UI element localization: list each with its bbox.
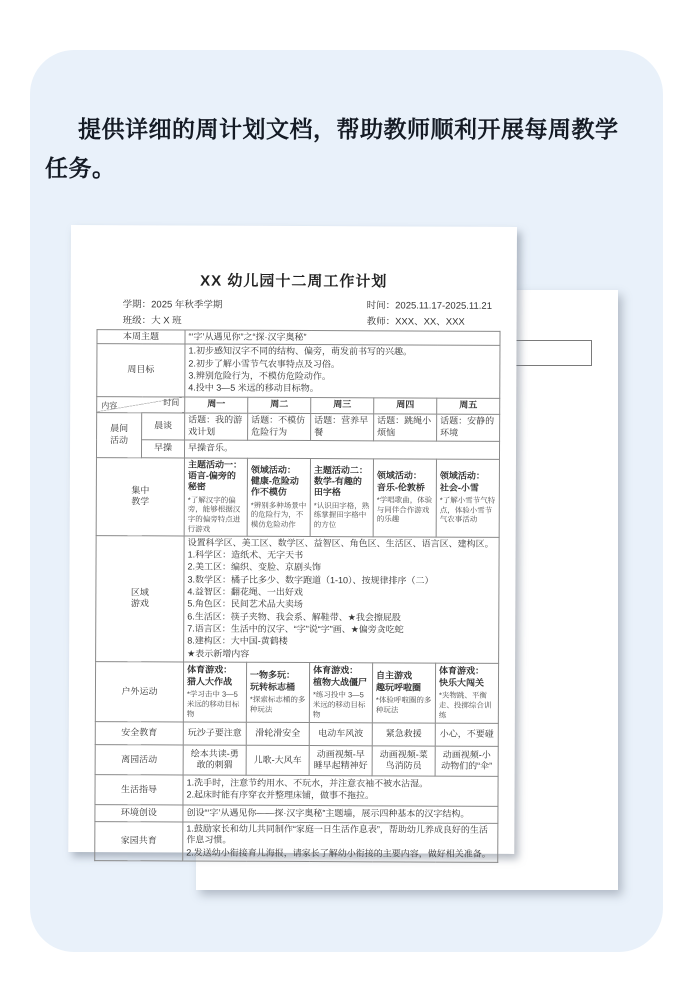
row-teaching bbox=[96, 457, 499, 537]
safety-label: 安全教育 bbox=[95, 722, 183, 745]
activity-title: 主题活动一： bbox=[187, 459, 243, 470]
family-content bbox=[183, 822, 498, 862]
talk-topic-wed: 话题：营养早餐 bbox=[311, 413, 374, 440]
row-day-header bbox=[97, 396, 500, 414]
activity-title: 体育游戏： bbox=[313, 665, 359, 676]
activity-note: *了解汉字的偏旁，能够根据汉字的偏旁特点进行游戏 bbox=[187, 495, 241, 534]
row-family bbox=[95, 822, 498, 863]
safety-mon: 玩沙子要注意 bbox=[183, 722, 246, 745]
activity-title: 自主游戏 bbox=[376, 670, 413, 681]
day-header-tue: 周二 bbox=[248, 397, 311, 413]
leaving-thu: 动画视频-菜鸟消防员 bbox=[372, 746, 435, 776]
leaving-wed: 动画视频-早睡早起精神好 bbox=[309, 745, 372, 775]
activity-title: 猎人大作战 bbox=[187, 676, 233, 687]
activity-title: 玩转标志桶 bbox=[249, 681, 296, 692]
activity-title: 领域活动： bbox=[250, 464, 296, 475]
regional-line: 6.生活区：筷子夹物、我会系、解鞋带、★我会擦屁股 bbox=[187, 611, 401, 623]
weekly-plan-table bbox=[94, 329, 500, 863]
family-label: 家园共育 bbox=[95, 822, 183, 861]
row-safety bbox=[95, 722, 498, 747]
meta-time: 时间：2025.11.17-2025.11.21 bbox=[366, 300, 493, 312]
row-regional bbox=[96, 535, 500, 663]
outdoor-wed bbox=[309, 662, 372, 722]
outdoor-tue bbox=[246, 662, 309, 722]
day-header-fri: 周五 bbox=[437, 398, 500, 414]
activity-title: 体育游戏： bbox=[187, 664, 233, 676]
activity-title: 社会-小雪 bbox=[439, 482, 479, 493]
activity-note: *学唱歌曲，体验与同伴合作游戏的乐趣 bbox=[376, 495, 433, 524]
doc-title: XX 幼儿园十二周工作计划 bbox=[200, 272, 388, 291]
regional-label: 区域 游戏 bbox=[96, 535, 185, 662]
intro-text: 提供详细的周计划文档，帮助教师顺利开展每周教学任务。 bbox=[45, 116, 619, 181]
activity-note: *探索标志桶的多种玩法 bbox=[249, 694, 306, 714]
row-morning-exercise bbox=[96, 439, 499, 459]
safety-wed: 电动车风波 bbox=[309, 722, 372, 745]
exercise-label: 早操 bbox=[141, 439, 184, 457]
activity-title: 领域活动： bbox=[439, 470, 485, 481]
day-header-thu: 周四 bbox=[374, 397, 437, 413]
day-header-mon: 周一 bbox=[185, 397, 248, 413]
row-morning-talk bbox=[97, 412, 500, 441]
goal-line: 1.初步感知汉字不同的结构、偏旁，萌发前书写的兴趣。 bbox=[188, 345, 413, 357]
row-goals bbox=[97, 344, 500, 398]
regional-line: 8.建构区：大中国-黄鹤楼 bbox=[187, 635, 288, 647]
regional-line: 设置科学区、美工区、数学区、益智区、角色区、生活区、语言区、建构区。 bbox=[187, 537, 494, 549]
safety-thu: 紧急救援 bbox=[372, 723, 435, 746]
regional-line: 5.角色区：民间艺术品大卖场 bbox=[187, 598, 303, 610]
goal-line: 2.初步了解小雪节气农事特点及习俗。 bbox=[188, 358, 340, 369]
activity-title: 健康-危险动作不模仿 bbox=[250, 475, 299, 498]
leaving-fri: 动画视频-小动物们的“伞” bbox=[435, 746, 498, 776]
goal-line: 4.投中 3—5 米远的移动目标物。 bbox=[188, 382, 319, 394]
life-content bbox=[183, 775, 498, 806]
regional-line: 1.科学区：造纸术、无字天书 bbox=[187, 549, 304, 560]
activity-note: *了解小雪节气特点，体验小雪节气农事活动 bbox=[439, 495, 496, 525]
meta-semester: 学期：2025 年秋季学期 bbox=[122, 299, 223, 311]
talk-label: 晨谈 bbox=[142, 412, 185, 439]
meta-class: 班级：大 X 班 bbox=[122, 315, 182, 327]
regional-line: 3.数学区：橘子比多少、数字跑道（1-10）、按规律排序（二） bbox=[187, 574, 434, 586]
talk-topic-fri: 话题：安静的环境 bbox=[437, 414, 500, 441]
activity-title: 主题活动二： bbox=[313, 464, 368, 475]
regional-line: 7.语言区：生活中的汉字、“字”说“字”画、★偏旁贪吃蛇 bbox=[187, 623, 404, 635]
activity-title: 音乐-伦敦桥 bbox=[376, 481, 425, 493]
corner-content-label: 内容 bbox=[101, 400, 118, 410]
regional-line: 2.美工区：编织、变脸、京剧头饰 bbox=[187, 561, 322, 573]
outdoor-label: 户外运动 bbox=[95, 662, 183, 722]
teaching-thu bbox=[373, 458, 436, 536]
activity-note: *练习投中 3—5 米远的移动目标物 bbox=[312, 690, 366, 719]
family-line: 2.发送幼小衔接育儿海报，请家长了解幼小衔接的主要内容，做好相关准备。 bbox=[186, 847, 491, 859]
activity-title: 体育游戏： bbox=[439, 666, 485, 677]
safety-fri: 小心，不要碰 bbox=[435, 723, 498, 746]
activity-title: 语言-偏旁的秘密 bbox=[187, 470, 236, 492]
exercise-text: 早操音乐。 bbox=[185, 440, 500, 459]
regional-content bbox=[184, 536, 500, 664]
safety-tue: 滑轮滑安全 bbox=[246, 722, 309, 745]
talk-topic-thu: 话题：跳绳小烦恼 bbox=[374, 413, 437, 440]
teaching-label: 集中 教学 bbox=[96, 457, 184, 535]
activity-note: *认识田字格，熟练掌握田字格中的方位 bbox=[313, 500, 370, 530]
family-line: 1.鼓励家长和幼儿共同制作“家庭一日生活作息表”，帮助幼儿养成良好的生活作息习惯。 bbox=[186, 823, 488, 845]
outdoor-mon bbox=[183, 662, 246, 722]
activity-title: 一物多玩： bbox=[250, 670, 296, 681]
environment-label: 环境创设 bbox=[95, 805, 183, 822]
row-leaving bbox=[95, 745, 498, 777]
teaching-tue bbox=[247, 458, 310, 536]
corner-time-label: 时间 bbox=[163, 398, 180, 408]
goal-line: 3.辨别危险行为，不模仿危险动作。 bbox=[188, 370, 331, 382]
activity-note: *体验呼啦圈的多种玩法 bbox=[375, 695, 432, 715]
talk-topic-mon: 话题：我的游戏计划 bbox=[185, 413, 248, 440]
leaving-label: 离园活动 bbox=[95, 745, 183, 775]
row-life bbox=[95, 775, 498, 807]
outdoor-thu bbox=[372, 663, 435, 723]
regional-line: ★表示新增内容 bbox=[187, 648, 250, 659]
leaving-tue: 儿歌-大风车 bbox=[246, 745, 309, 775]
morning-label: 晨间 活动 bbox=[96, 412, 141, 457]
meta-teachers: 教师：XXX、XX、XXX bbox=[366, 316, 465, 328]
theme-value: “‘字’从遇见你”之“探·汉字奥秘” bbox=[185, 330, 500, 346]
environment-content: 创设“‘字’从遇见你——探·汉字奥秘”主题墙，展示四种基本的汉字结构。 bbox=[183, 805, 498, 823]
activity-title: 趣玩呼啦圈 bbox=[375, 682, 422, 693]
goals-content bbox=[185, 344, 500, 398]
regional-line: 4.益智区：翻花绳、一出好戏 bbox=[187, 586, 303, 597]
activity-note: *辨别多种场景中的危险行为，不模仿危险动作 bbox=[250, 500, 307, 529]
life-line: 2.起床时能有序穿衣并整理床铺，做事不拖拉。 bbox=[186, 789, 375, 801]
teaching-wed bbox=[310, 458, 373, 536]
teaching-fri bbox=[436, 459, 499, 537]
life-line: 1.洗手时，注意节约用水、不玩水，并注意衣袖不被水沾湿。 bbox=[186, 777, 429, 789]
leaving-mon: 绘本共读-勇敢的刺猬 bbox=[183, 745, 246, 775]
corner-cell bbox=[97, 396, 185, 412]
activity-title: 数学-有趣的田字格 bbox=[313, 475, 362, 498]
activity-note: *学习击中 3—5 米远的移动目标物 bbox=[186, 689, 240, 719]
row-outdoor bbox=[95, 662, 498, 724]
activity-note: *夹物跳、平衡走、投掷综合训练 bbox=[438, 690, 492, 720]
talk-topic-tue: 话题：不模仿危险行为 bbox=[248, 413, 311, 440]
front-page bbox=[68, 225, 517, 859]
activity-title: 快乐大闯关 bbox=[439, 677, 485, 688]
activity-title: 领域活动： bbox=[376, 470, 422, 481]
day-header-wed: 周三 bbox=[311, 397, 374, 413]
outdoor-fri bbox=[435, 663, 498, 723]
activity-title: 植物大战僵尸 bbox=[313, 676, 368, 688]
goals-label: 周目标 bbox=[97, 344, 185, 397]
row-environment bbox=[95, 805, 498, 824]
teaching-mon bbox=[184, 458, 247, 536]
theme-label: 本周主题 bbox=[97, 330, 185, 345]
life-label: 生活指导 bbox=[95, 775, 183, 805]
